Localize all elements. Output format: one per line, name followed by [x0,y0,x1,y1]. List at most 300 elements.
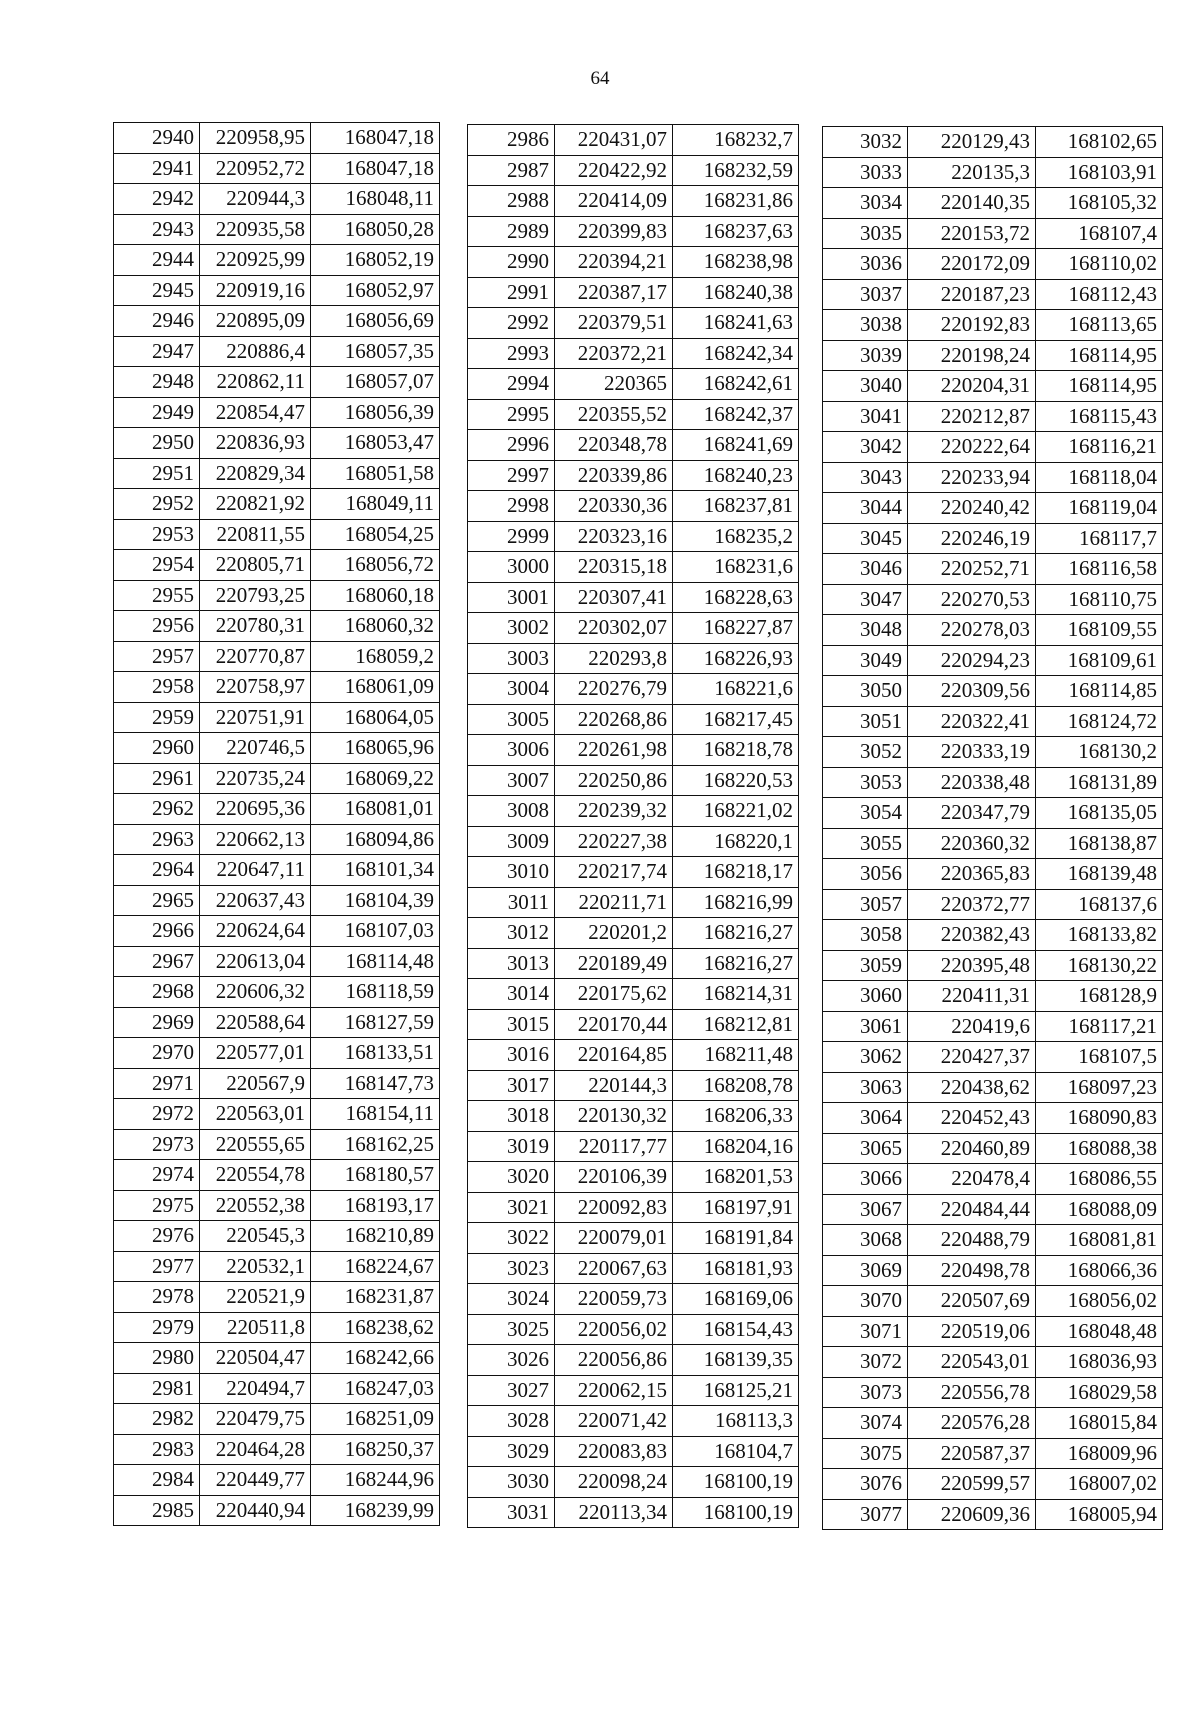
y-coordinate-cell: 168081,01 [311,794,440,825]
point-number-cell: 3038 [823,310,908,341]
point-number-cell: 3077 [823,1499,908,1530]
y-coordinate-cell: 168226,93 [673,643,799,674]
table-row [823,981,1163,1012]
y-coordinate-cell: 168103,91 [1036,157,1163,188]
table-row [823,1255,1163,1286]
point-number-cell: 3069 [823,1255,908,1286]
point-number-cell: 3035 [823,218,908,249]
point-number-cell: 3061 [823,1011,908,1042]
y-coordinate-cell: 168109,61 [1036,645,1163,676]
table-row [823,1499,1163,1530]
point-number-cell: 2963 [114,824,200,855]
x-coordinate-cell: 220935,58 [200,214,311,245]
point-number-cell: 2940 [114,123,200,154]
x-coordinate-cell: 220431,07 [555,125,673,156]
point-number-cell: 3033 [823,157,908,188]
y-coordinate-cell: 168107,4 [1036,218,1163,249]
y-coordinate-cell: 168007,02 [1036,1469,1163,1500]
point-number-cell: 3029 [468,1436,555,1467]
table-row [823,554,1163,585]
point-number-cell: 2949 [114,397,200,428]
y-coordinate-cell: 168239,99 [311,1495,440,1526]
x-coordinate-cell: 220302,07 [555,613,673,644]
x-coordinate-cell: 220307,41 [555,582,673,613]
point-number-cell: 3037 [823,279,908,310]
y-coordinate-cell: 168066,36 [1036,1255,1163,1286]
table-row [114,1038,440,1069]
point-number-cell: 2992 [468,308,555,339]
table-row [114,367,440,398]
point-number-cell: 3006 [468,735,555,766]
table-row [823,676,1163,707]
table-row [823,737,1163,768]
point-number-cell: 2981 [114,1373,200,1404]
table-row [114,672,440,703]
point-number-cell: 2968 [114,977,200,1008]
y-coordinate-cell: 168232,59 [673,155,799,186]
y-coordinate-cell: 168220,53 [673,765,799,796]
x-coordinate-cell: 220079,01 [555,1223,673,1254]
table-row [823,279,1163,310]
y-coordinate-cell: 168180,57 [311,1160,440,1191]
table-row [114,428,440,459]
y-coordinate-cell: 168127,59 [311,1007,440,1038]
y-coordinate-cell: 168005,94 [1036,1499,1163,1530]
x-coordinate-cell: 220233,94 [908,462,1036,493]
table-row [468,857,799,888]
table-row [468,552,799,583]
point-number-cell: 2955 [114,580,200,611]
table-row [114,306,440,337]
y-coordinate-cell: 168208,78 [673,1070,799,1101]
x-coordinate-cell: 220201,2 [555,918,673,949]
x-coordinate-cell: 220606,32 [200,977,311,1008]
point-number-cell: 2956 [114,611,200,642]
table-row [468,1131,799,1162]
table-row [468,582,799,613]
point-number-cell: 2945 [114,275,200,306]
x-coordinate-cell: 220144,3 [555,1070,673,1101]
point-number-cell: 2987 [468,155,555,186]
table-row [468,338,799,369]
table-row [468,1009,799,1040]
y-coordinate-cell: 168130,22 [1036,950,1163,981]
point-number-cell: 3046 [823,554,908,585]
table-row [114,1251,440,1282]
table-row [114,458,440,489]
point-number-cell: 3051 [823,706,908,737]
x-coordinate-cell: 220504,47 [200,1343,311,1374]
table-row [114,245,440,276]
point-number-cell: 3025 [468,1314,555,1345]
point-number-cell: 3014 [468,979,555,1010]
x-coordinate-cell: 220338,48 [908,767,1036,798]
x-coordinate-cell: 220246,19 [908,523,1036,554]
y-coordinate-cell: 168133,51 [311,1038,440,1069]
point-number-cell: 3066 [823,1164,908,1195]
point-number-cell: 2965 [114,885,200,916]
y-coordinate-cell: 168114,48 [311,946,440,977]
x-coordinate-cell: 220294,23 [908,645,1036,676]
point-number-cell: 3036 [823,249,908,280]
point-number-cell: 2944 [114,245,200,276]
y-coordinate-cell: 168240,23 [673,460,799,491]
table-row [468,948,799,979]
table-row [823,249,1163,280]
point-number-cell: 3058 [823,920,908,951]
x-coordinate-cell: 220494,7 [200,1373,311,1404]
table-row [114,611,440,642]
y-coordinate-cell: 168124,72 [1036,706,1163,737]
table-row [823,706,1163,737]
table-row [468,643,799,674]
x-coordinate-cell: 220330,36 [555,491,673,522]
y-coordinate-cell: 168056,39 [311,397,440,428]
y-coordinate-cell: 168064,05 [311,702,440,733]
point-number-cell: 2954 [114,550,200,581]
point-number-cell: 2959 [114,702,200,733]
point-number-cell: 3004 [468,674,555,705]
x-coordinate-cell: 220637,43 [200,885,311,916]
table-row [468,704,799,735]
point-number-cell: 3054 [823,798,908,829]
y-coordinate-cell: 168221,02 [673,796,799,827]
x-coordinate-cell: 220399,83 [555,216,673,247]
table-row [114,977,440,1008]
point-number-cell: 2946 [114,306,200,337]
point-number-cell: 3064 [823,1103,908,1134]
table-row [114,1129,440,1160]
table-row [823,127,1163,158]
table-row [468,247,799,278]
point-number-cell: 3016 [468,1040,555,1071]
x-coordinate-cell: 220293,8 [555,643,673,674]
table-row [823,1011,1163,1042]
x-coordinate-cell: 220452,43 [908,1103,1036,1134]
table-row [823,859,1163,890]
table-row [114,733,440,764]
point-number-cell: 3019 [468,1131,555,1162]
table-row [823,1072,1163,1103]
point-number-cell: 3028 [468,1406,555,1437]
point-number-cell: 2960 [114,733,200,764]
table-row [114,580,440,611]
point-number-cell: 3027 [468,1375,555,1406]
table-row [114,184,440,215]
x-coordinate-cell: 220098,24 [555,1467,673,1498]
table-row [468,1162,799,1193]
table-row [823,1103,1163,1134]
table-row [114,763,440,794]
table-row [823,615,1163,646]
point-number-cell: 3026 [468,1345,555,1376]
point-number-cell: 3009 [468,826,555,857]
table-row [823,523,1163,554]
x-coordinate-cell: 220382,43 [908,920,1036,951]
y-coordinate-cell: 168117,7 [1036,523,1163,554]
table-row [823,889,1163,920]
y-coordinate-cell: 168244,96 [311,1465,440,1496]
table-row [823,157,1163,188]
point-number-cell: 3000 [468,552,555,583]
point-number-cell: 2977 [114,1251,200,1282]
point-number-cell: 2953 [114,519,200,550]
y-coordinate-cell: 168201,53 [673,1162,799,1193]
x-coordinate-cell: 220554,78 [200,1160,311,1191]
x-coordinate-cell: 220130,32 [555,1101,673,1132]
x-coordinate-cell: 220532,1 [200,1251,311,1282]
y-coordinate-cell: 168009,96 [1036,1438,1163,1469]
y-coordinate-cell: 168059,2 [311,641,440,672]
point-number-cell: 2978 [114,1282,200,1313]
x-coordinate-cell: 220770,87 [200,641,311,672]
x-coordinate-cell: 220211,71 [555,887,673,918]
y-coordinate-cell: 168125,21 [673,1375,799,1406]
table-row [114,275,440,306]
x-coordinate-cell: 220449,77 [200,1465,311,1496]
x-coordinate-cell: 220083,83 [555,1436,673,1467]
x-coordinate-cell: 220829,34 [200,458,311,489]
x-coordinate-cell: 220647,11 [200,855,311,886]
table-row [468,491,799,522]
x-coordinate-cell: 220479,75 [200,1404,311,1435]
x-coordinate-cell: 220276,79 [555,674,673,705]
y-coordinate-cell: 168217,45 [673,704,799,735]
table-row [468,1070,799,1101]
y-coordinate-cell: 168110,02 [1036,249,1163,280]
y-coordinate-cell: 168051,58 [311,458,440,489]
y-coordinate-cell: 168104,7 [673,1436,799,1467]
table-row [823,1286,1163,1317]
point-number-cell: 2971 [114,1068,200,1099]
point-number-cell: 3076 [823,1469,908,1500]
x-coordinate-cell: 220464,28 [200,1434,311,1465]
point-number-cell: 2943 [114,214,200,245]
point-number-cell: 2975 [114,1190,200,1221]
x-coordinate-cell: 220511,8 [200,1312,311,1343]
table-row [823,188,1163,219]
y-coordinate-cell: 168216,99 [673,887,799,918]
point-number-cell: 2993 [468,338,555,369]
table-row [114,855,440,886]
y-coordinate-cell: 168050,28 [311,214,440,245]
table-row [468,1375,799,1406]
coordinates-table-1 [113,122,440,1526]
x-coordinate-cell: 220577,01 [200,1038,311,1069]
x-coordinate-cell: 220071,42 [555,1406,673,1437]
x-coordinate-cell: 220394,21 [555,247,673,278]
x-coordinate-cell: 220323,16 [555,521,673,552]
point-number-cell: 2952 [114,489,200,520]
point-number-cell: 3007 [468,765,555,796]
y-coordinate-cell: 168131,89 [1036,767,1163,798]
point-number-cell: 3057 [823,889,908,920]
y-coordinate-cell: 168133,82 [1036,920,1163,951]
y-coordinate-cell: 168218,17 [673,857,799,888]
table-row [823,1377,1163,1408]
y-coordinate-cell: 168118,04 [1036,462,1163,493]
point-number-cell: 2942 [114,184,200,215]
table-row [468,887,799,918]
x-coordinate-cell: 220886,4 [200,336,311,367]
x-coordinate-cell: 220172,09 [908,249,1036,280]
y-coordinate-cell: 168251,09 [311,1404,440,1435]
table-row [468,521,799,552]
x-coordinate-cell: 220735,24 [200,763,311,794]
table-row [468,1192,799,1223]
x-coordinate-cell: 220140,35 [908,188,1036,219]
y-coordinate-cell: 168056,72 [311,550,440,581]
y-coordinate-cell: 168100,19 [673,1467,799,1498]
table-row [823,920,1163,951]
y-coordinate-cell: 168057,35 [311,336,440,367]
x-coordinate-cell: 220521,9 [200,1282,311,1313]
point-number-cell: 3012 [468,918,555,949]
x-coordinate-cell: 220355,52 [555,399,673,430]
table-row [823,767,1163,798]
y-coordinate-cell: 168242,34 [673,338,799,369]
table-row [114,1007,440,1038]
y-coordinate-cell: 168054,25 [311,519,440,550]
table-row [114,1434,440,1465]
point-number-cell: 3020 [468,1162,555,1193]
y-coordinate-cell: 168110,75 [1036,584,1163,615]
point-number-cell: 3049 [823,645,908,676]
table-row [823,1194,1163,1225]
y-coordinate-cell: 168104,39 [311,885,440,916]
y-coordinate-cell: 168052,19 [311,245,440,276]
table-row [114,489,440,520]
y-coordinate-cell: 168211,48 [673,1040,799,1071]
y-coordinate-cell: 168214,31 [673,979,799,1010]
y-coordinate-cell: 168097,23 [1036,1072,1163,1103]
x-coordinate-cell: 220187,23 [908,279,1036,310]
y-coordinate-cell: 168247,03 [311,1373,440,1404]
point-number-cell: 2979 [114,1312,200,1343]
point-number-cell: 2974 [114,1160,200,1191]
y-coordinate-cell: 168056,69 [311,306,440,337]
point-number-cell: 2972 [114,1099,200,1130]
point-number-cell: 2958 [114,672,200,703]
point-number-cell: 3073 [823,1377,908,1408]
table-row [468,1040,799,1071]
point-number-cell: 3021 [468,1192,555,1223]
table-row [468,1406,799,1437]
point-number-cell: 3013 [468,948,555,979]
x-coordinate-cell: 220309,56 [908,676,1036,707]
table-row [468,1284,799,1315]
table-row [823,218,1163,249]
y-coordinate-cell: 168114,95 [1036,371,1163,402]
point-number-cell: 3070 [823,1286,908,1317]
point-number-cell: 2983 [114,1434,200,1465]
x-coordinate-cell: 220170,44 [555,1009,673,1040]
point-number-cell: 3024 [468,1284,555,1315]
x-coordinate-cell: 220348,78 [555,430,673,461]
y-coordinate-cell: 168241,69 [673,430,799,461]
y-coordinate-cell: 168047,18 [311,153,440,184]
x-coordinate-cell: 220192,83 [908,310,1036,341]
x-coordinate-cell: 220365,83 [908,859,1036,890]
y-coordinate-cell: 168048,48 [1036,1316,1163,1347]
point-number-cell: 3072 [823,1347,908,1378]
x-coordinate-cell: 220339,86 [555,460,673,491]
x-coordinate-cell: 220240,42 [908,493,1036,524]
point-number-cell: 3048 [823,615,908,646]
y-coordinate-cell: 168162,25 [311,1129,440,1160]
table-row [823,371,1163,402]
point-number-cell: 3060 [823,981,908,1012]
table-row [468,277,799,308]
y-coordinate-cell: 168218,78 [673,735,799,766]
point-number-cell: 2988 [468,186,555,217]
x-coordinate-cell: 220545,3 [200,1221,311,1252]
point-number-cell: 2967 [114,946,200,977]
x-coordinate-cell: 220092,83 [555,1192,673,1223]
x-coordinate-cell: 220379,51 [555,308,673,339]
y-coordinate-cell: 168107,03 [311,916,440,947]
point-number-cell: 3050 [823,676,908,707]
x-coordinate-cell: 220056,86 [555,1345,673,1376]
point-number-cell: 2948 [114,367,200,398]
x-coordinate-cell: 220556,78 [908,1377,1036,1408]
y-coordinate-cell: 168015,84 [1036,1408,1163,1439]
y-coordinate-cell: 168047,18 [311,123,440,154]
point-number-cell: 3001 [468,582,555,613]
y-coordinate-cell: 168101,34 [311,855,440,886]
y-coordinate-cell: 168240,38 [673,277,799,308]
table-row [114,1343,440,1374]
point-number-cell: 3043 [823,462,908,493]
table-row [823,432,1163,463]
x-coordinate-cell: 220478,4 [908,1164,1036,1195]
x-coordinate-cell: 220498,78 [908,1255,1036,1286]
y-coordinate-cell: 168139,48 [1036,859,1163,890]
x-coordinate-cell: 220062,15 [555,1375,673,1406]
point-number-cell: 3074 [823,1408,908,1439]
x-coordinate-cell: 220793,25 [200,580,311,611]
point-number-cell: 3011 [468,887,555,918]
y-coordinate-cell: 168094,86 [311,824,440,855]
x-coordinate-cell: 220751,91 [200,702,311,733]
y-coordinate-cell: 168090,83 [1036,1103,1163,1134]
x-coordinate-cell: 220333,19 [908,737,1036,768]
point-number-cell: 3053 [823,767,908,798]
table-row [114,550,440,581]
y-coordinate-cell: 168250,37 [311,1434,440,1465]
point-number-cell: 2980 [114,1343,200,1374]
table-row [114,1373,440,1404]
point-number-cell: 2990 [468,247,555,278]
table-row [468,308,799,339]
table-row [823,1133,1163,1164]
y-coordinate-cell: 168105,32 [1036,188,1163,219]
point-number-cell: 2951 [114,458,200,489]
x-coordinate-cell: 220552,38 [200,1190,311,1221]
point-number-cell: 2947 [114,336,200,367]
x-coordinate-cell: 220204,31 [908,371,1036,402]
x-coordinate-cell: 220360,32 [908,828,1036,859]
y-coordinate-cell: 168237,81 [673,491,799,522]
table-row [823,1225,1163,1256]
x-coordinate-cell: 220153,72 [908,218,1036,249]
x-coordinate-cell: 220419,6 [908,1011,1036,1042]
table-row [114,1312,440,1343]
table-row [468,796,799,827]
x-coordinate-cell: 220609,36 [908,1499,1036,1530]
y-coordinate-cell: 168212,81 [673,1009,799,1040]
point-number-cell: 3018 [468,1101,555,1132]
